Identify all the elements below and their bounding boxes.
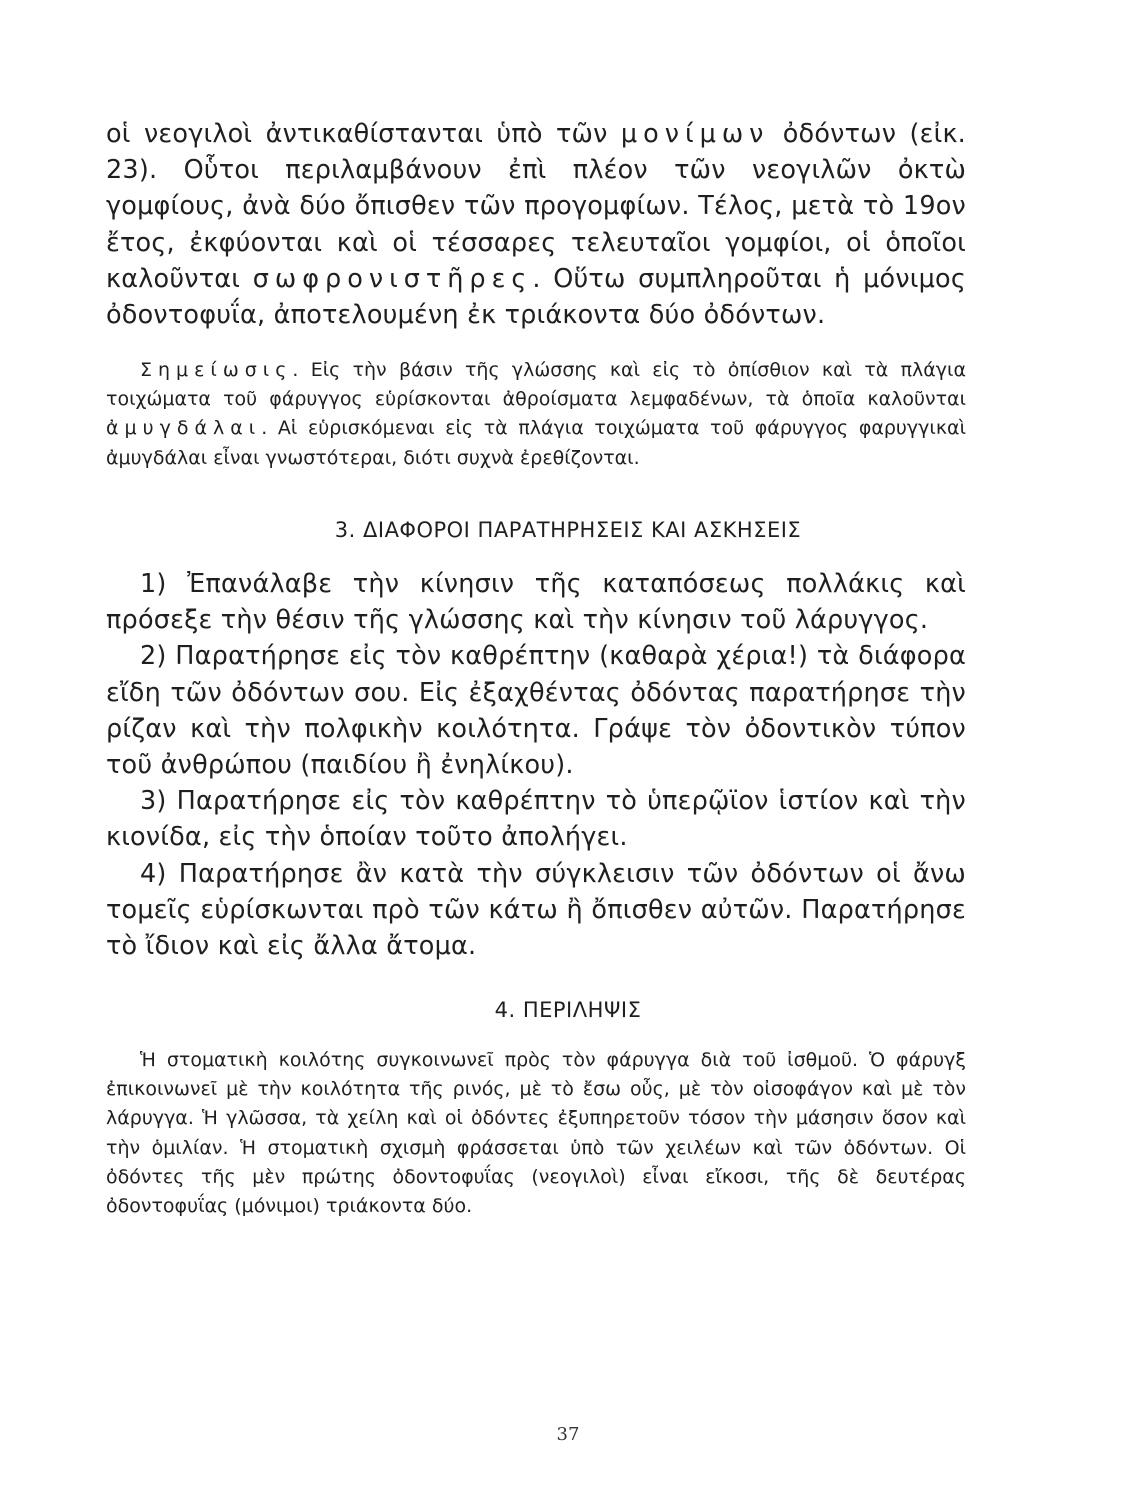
section-4-heading: 4. ΠΕΡΙΛΗΨΙΣ [494,998,642,1022]
note-text-2: . Αἱ εὑρισκόμεναι εἰς τὰ πλάγια τοιχώματα τοῦ φάρυγγος φαρυγγικαὶ ἀμυγδάλαι εἶναι γνωστότεραι, διότι συχνὰ ἐρεθίζονται. [106,417,966,469]
summary-text: Ἡ στοματικὴ κοιλότης συγκοινωνεῖ πρὸς τὸν φάρυγγα διὰ τοῦ ἰσθμοῦ. Ὁ φάρυγξ ἐπικοινωνεῖ μὲ τὴν κοιλότητα τῆς ρινός, μὲ τὸ ἔσω οὖς, μὲ τὸν οἰσοφάγον καὶ μὲ τὸν λάρυγγα. Ἡ γλῶσσα, τὰ χείλη καὶ οἱ ὀδόντες ἐξυπηρετοῦν τόσον τὴν μάσησιν ὅσον καὶ τὴν ὁμιλίαν. Ἡ στοματικὴ σχισμὴ φράσσεται ὑπὸ τῶν χειλέων καὶ τῶν ὀδόντων. Οἱ ὀδόντες τῆς μὲν πρώτης ὀδοντοφυΐας (νεογιλοὶ) εἶναι εἴκοσι, τῆς δὲ δευτέρας ὀδοντοφυΐας (μόνιμοι) τριάκοντα δύο. [106,1049,966,1218]
intro-text-2: ὀδόντων (εἰκ. 23). Οὗτοι περιλαμβάνουν ἐπὶ πλέον τῶν νεογιλῶν ὀκτὼ γομφίους, ἀνὰ δύο ὄπισθεν τῶν προγομφίων. Τέλος, μετὰ τὸ 19ον ἔτος, ἐκφύονται καὶ οἱ τέσσαρες τελευταῖοι γομφίοι, οἱ ὁποῖοι καλοῦνται [106,119,966,294]
exercise-item-2: 2) Παρατήρησε εἰς τὸν καθρέπτην (καθαρὰ χέρια!) τὰ διάφορα εἴδη τῶν ὀδόντων σου. Εἰς ἐξαχθέντας ὀδόντας παρατήρησε τὴν ρίζαν καὶ τὴν πολφικὴν κοιλότητα. Γράψε τὸν ὀδοντικὸν τύπον τοῦ ἀνθρώπου (παιδίου ἢ ἐνηλίκου). [106,641,966,781]
spaced-term-permanent: μονίμων [620,119,770,149]
exercise-list [106,566,966,964]
page-number: 37 [556,1424,580,1445]
note-text-1: . Εἰς τὴν βάσιν τῆς γλώσσης καὶ εἰς τὸ ὀπίσθιον καὶ τὰ πλάγια τοιχώματα τοῦ φάρυγγος εὑρίσκονται ἀθροίσματα λεμφαδένων, τὰ ὁποῖα καλοῦνται [106,359,966,411]
section-3-heading: 3. ΔΙΑΦΟΡΟΙ ΠΑΡΑΤΗΡΗΣΕΙΣ ΚΑΙ ΑΣΚΗΣΕΙΣ [334,518,802,542]
intro-text-1: οἱ νεογιλοὶ ἀντικαθίστανται ὑπὸ τῶν [106,119,621,149]
note-paragraph [106,356,966,473]
spaced-term-wisdom-teeth: σωφρονιστῆρες [252,263,533,294]
spaced-term-tonsils: ἀμυγδάλαι [106,417,262,440]
exercise-item-4: 4) Παρατήρησε ἂν κατὰ τὴν σύγκλεισιν τῶν ὀδόντων οἱ ἄνω τομεῖς εὑρίσκωνται πρὸ τῶν κάτω ἢ ὄπισθεν αὐτῶν. Παρατήρησε τὸ ἴδιον καὶ εἰς ἄλλα ἄτομα. [106,858,966,962]
intro-paragraph [106,116,966,333]
summary-paragraph [106,1046,966,1221]
exercise-item-1: 1) Ἐπανάλαβε τὴν κίνησιν τῆς καταπόσεως πολλάκις καὶ πρόσεξε τὴν θέσιν τῆς γλώσσης καὶ τὴν κίνησιν τοῦ λάρυγγος. [106,569,966,636]
intro-text-3: . Οὕτω συμπληροῦται ἡ μόνιμος ὀδοντοφυΐα, ἀποτελουμένη ἐκ τριάκοντα δύο ὀδόντων. [106,263,966,331]
exercise-item-3: 3) Παρατήρησε εἰς τὸν καθρέπτην τὸ ὑπερῷϊον ἱστίον καὶ τὴν κιονίδα, εἰς τὴν ὁποίαν τοῦτο ἀπολήγει. [106,786,966,853]
note-label: Σημείωσις [140,359,293,381]
